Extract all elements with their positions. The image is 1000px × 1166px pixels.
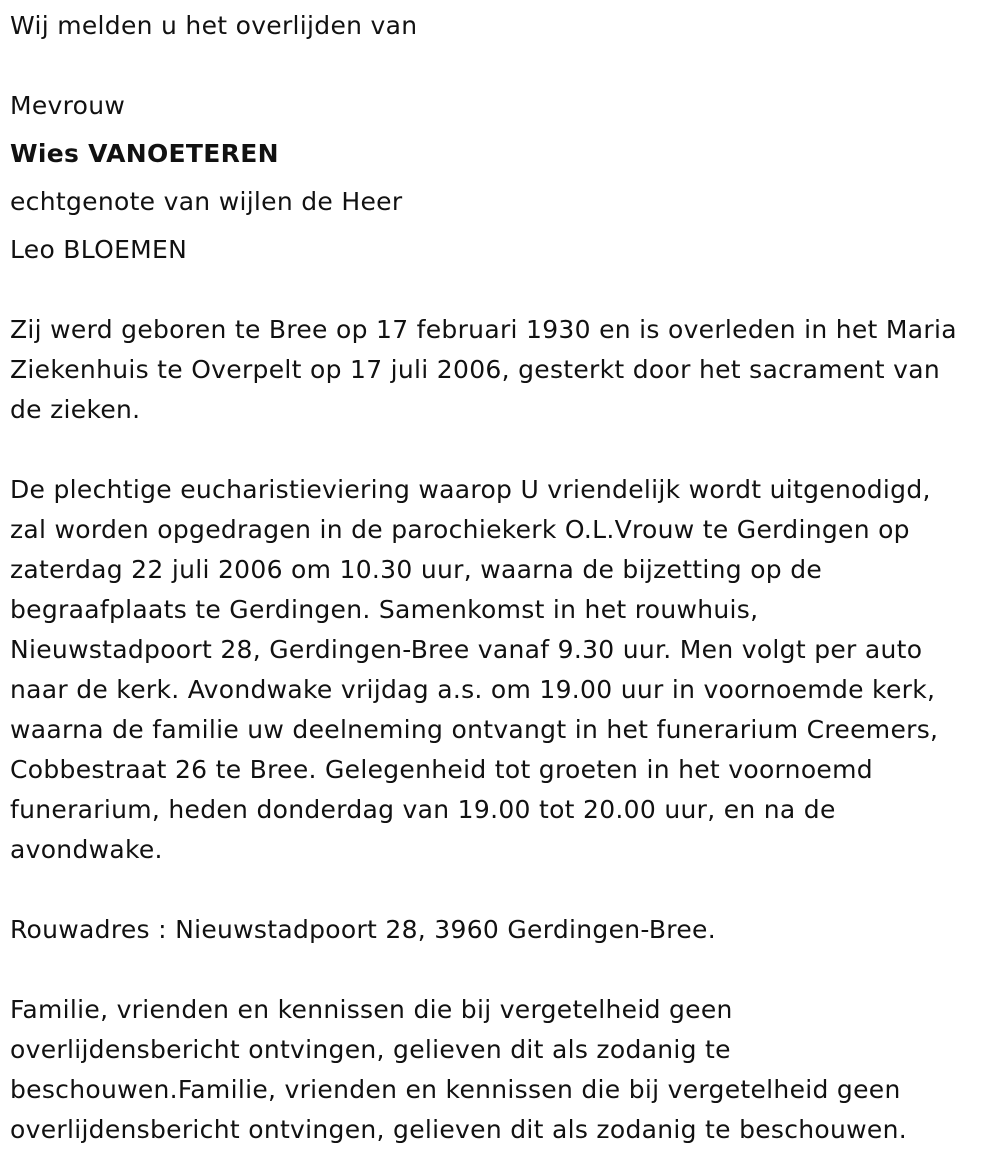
birth-death-line: Ziekenhuis te Overpelt op 17 juli 2006, gesterkt door het sacrament van xyxy=(10,355,940,384)
deceased-name: Wies VANOETEREN xyxy=(10,139,279,168)
mourning-address: Rouwadres : Nieuwstadpoort 28, 3960 Gerdingen-Bree. xyxy=(10,915,716,944)
intro-text: Wij melden u het overlijden van xyxy=(10,11,418,40)
closing-line: Familie, vrienden en kennissen die bij vergetelheid geen xyxy=(10,995,733,1024)
ceremony-line: begraafplaats te Gerdingen. Samenkomst in het rouwhuis, xyxy=(10,595,759,624)
closing-line: beschouwen.Familie, vrienden en kennissen die bij vergetelheid geen xyxy=(10,1075,901,1104)
salutation: Mevrouw xyxy=(10,91,126,120)
ceremony-line: Nieuwstadpoort 28, Gerdingen-Bree vanaf 9.30 uur. Men volgt per auto xyxy=(10,635,923,664)
ceremony-line: zaterdag 22 juli 2006 om 10.30 uur, waarna de bijzetting op de xyxy=(10,555,823,584)
ceremony-line: avondwake. xyxy=(10,835,163,864)
birth-death-line: Zij werd geboren te Bree op 17 februari 1930 en is overleden in het Maria xyxy=(10,315,957,344)
ceremony-line: zal worden opgedragen in de parochiekerk O.L.Vrouw te Gerdingen op xyxy=(10,515,910,544)
ceremony-line: funerarium, heden donderdag van 19.00 tot 20.00 uur, en na de xyxy=(10,795,836,824)
birth-death-line: de zieken. xyxy=(10,395,141,424)
closing-line: overlijdensbericht ontvingen, gelieven dit als zodanig te xyxy=(10,1035,731,1064)
ceremony-line: Cobbestraat 26 te Bree. Gelegenheid tot groeten in het voornoemd xyxy=(10,755,873,784)
relation-text: echtgenote van wijlen de Heer xyxy=(10,187,403,216)
ceremony-line: naar de kerk. Avondwake vrijdag a.s. om 19.00 uur in voornoemde kerk, xyxy=(10,675,936,704)
closing-line: overlijdensbericht ontvingen, gelieven dit als zodanig te beschouwen. xyxy=(10,1115,907,1144)
spouse-name: Leo BLOEMEN xyxy=(10,235,188,264)
ceremony-line: waarna de familie uw deelneming ontvangt in het funerarium Creemers, xyxy=(10,715,939,744)
ceremony-line: De plechtige eucharistieviering waarop U vriendelijk wordt uitgenodigd, xyxy=(10,475,931,504)
